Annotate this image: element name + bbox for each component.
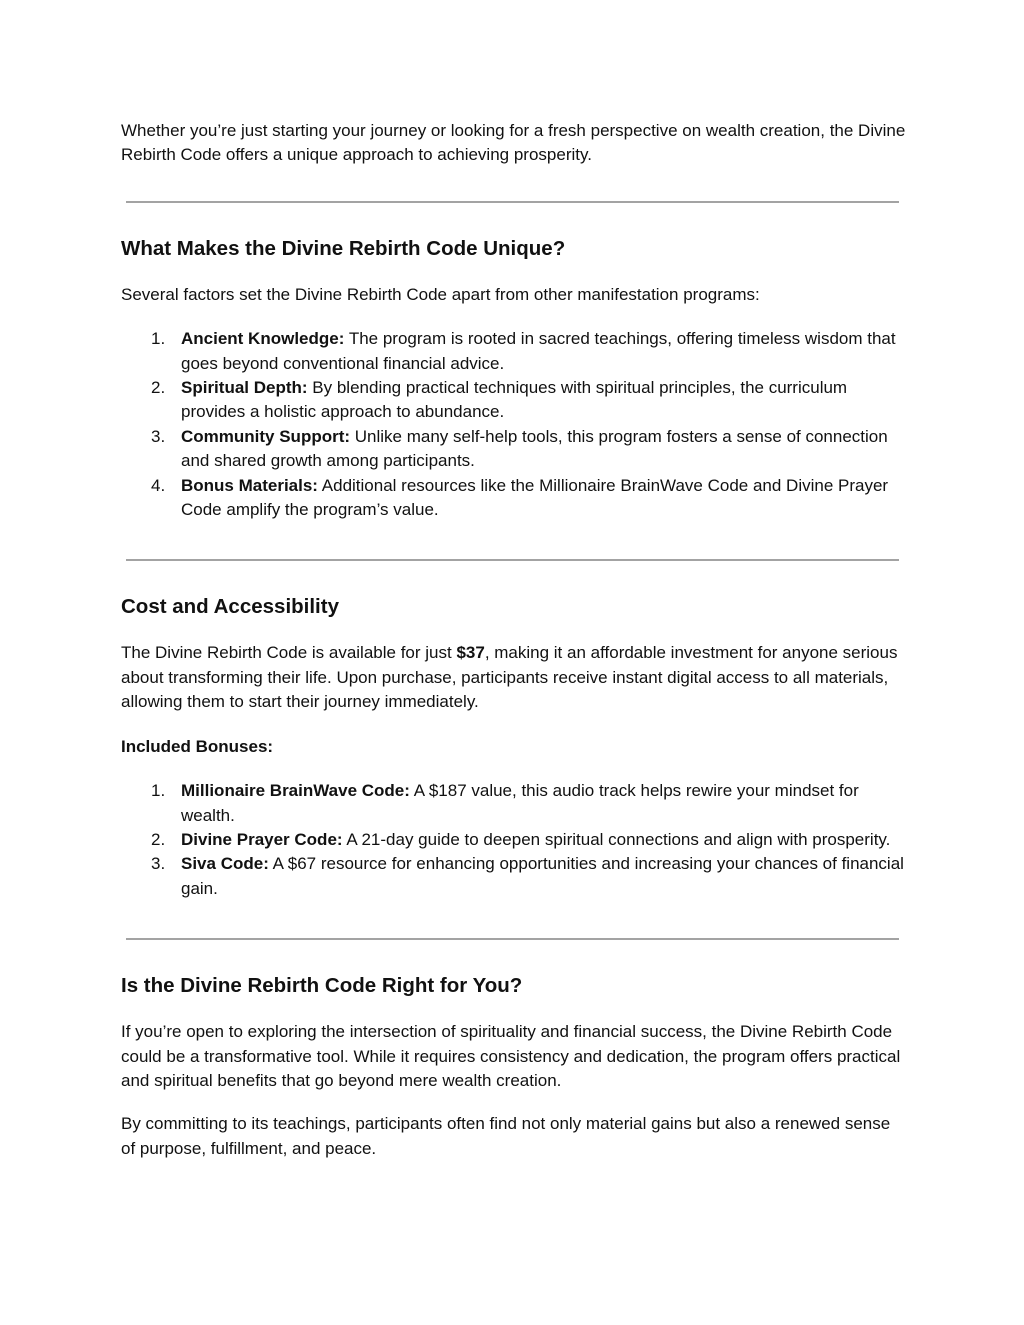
right-paragraph-1: If you’re open to exploring the intersection of spirituality and financial success, the Divine Rebirth Code could be a transformative tool. While it requires consistency and dedication, the program offers practical and spiritual benefits that go beyond mere wealth creation. [121,1022,901,1090]
list-number: 1. [151,329,166,349]
section-heading-cost: Cost and Accessibility [121,595,339,619]
divider [126,201,899,203]
unique-factors-list [121,327,906,522]
divider [126,938,899,940]
section-heading-right-for-you: Is the Divine Rebirth Code Right for You? [121,974,523,998]
unique-intro-paragraph: Several factors set the Divine Rebirth Code apart from other manifestation programs: [121,284,760,304]
list-item [121,852,906,901]
bonuses-list [121,779,906,901]
list-number: 3. [151,426,166,446]
list-item-term: Siva Code: [181,854,269,874]
list-item-term: Spiritual Depth: [181,378,308,398]
cost-text-after: , making it an affordable investment for anyone serious about transforming their life. Upon purchase, participants receive instant digital access to all materials, allowing them to start their journey immediately. [121,643,898,712]
list-item-text: Additional resources like the Millionaire BrainWave Code and Divine Prayer Code amplify the program’s value. [181,475,889,520]
list-item-text: Unlike many self-help tools, this program fosters a sense of connection and shared growth among participants. [181,426,888,471]
cost-paragraph [121,641,906,714]
list-item-text: By blending practical techniques with spiritual principles, the curriculum provides a holistic approach to abundance. [181,378,848,422]
list-item-term: Community Support: [181,426,351,446]
intro-paragraph: Whether you’re just starting your journey or looking for a fresh perspective on wealth creation, the Divine Rebirth Code offers a unique approach to achieving prosperity. [121,121,906,165]
bonuses-heading: Included Bonuses: [121,736,274,756]
list-number: 1. [151,781,166,801]
list-item-text: The program is rooted in sacred teachings, offering timeless wisdom that goes beyond conventional financial advice. [181,329,896,373]
list-item-term: Bonus Materials: [181,475,318,495]
document-page [121,119,906,1161]
list-number: 2. [151,378,166,398]
list-item-term: Millionaire BrainWave Code: [181,781,410,801]
list-item-term: Divine Prayer Code: [181,829,343,849]
list-item [121,779,906,828]
list-item [121,828,906,852]
list-item [121,327,906,376]
list-number: 4. [151,475,166,495]
list-item-text: A $187 value, this audio track helps rewire your mindset for wealth. [181,781,859,825]
list-item-term: Ancient Knowledge: [181,329,345,349]
list-item-text: A 21-day guide to deepen spiritual connections and align with prosperity. [342,829,891,849]
price-value: $37 [456,643,485,663]
right-paragraph-2: By committing to its teachings, participants often find not only material gains but also a renewed sense of purpose, fulfillment, and peace. [121,1114,891,1158]
list-item [121,376,906,425]
list-item [121,474,906,523]
divider [126,559,899,561]
list-number: 3. [151,854,166,874]
list-item [121,425,906,474]
list-number: 2. [151,829,166,849]
list-item-text: A $67 resource for enhancing opportunities and increasing your chances of financial gain. [181,854,904,898]
section-heading-unique: What Makes the Divine Rebirth Code Unique? [121,236,566,260]
cost-text-before: The Divine Rebirth Code is available for just [121,643,457,663]
